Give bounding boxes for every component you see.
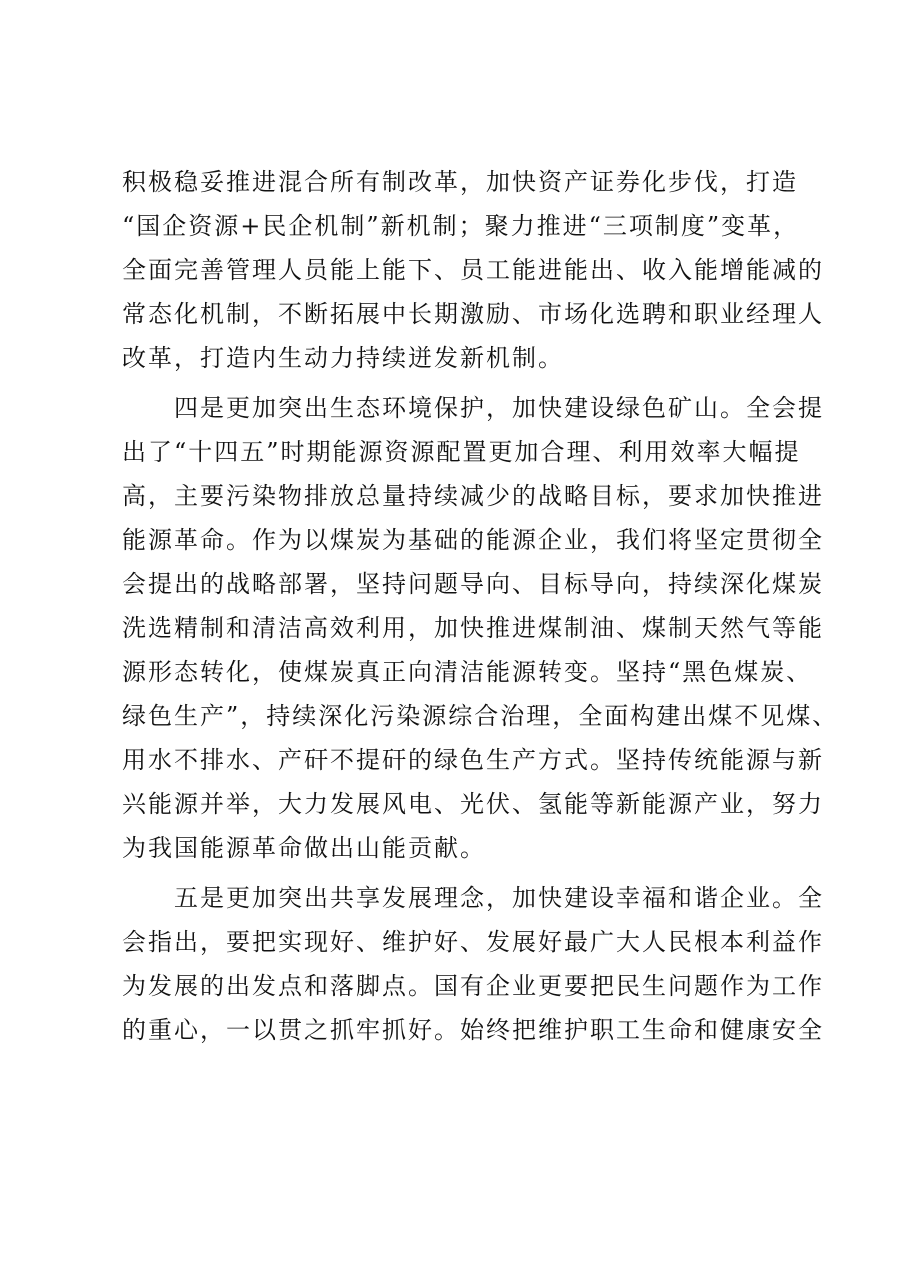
document-body [122,160,839,1052]
text-line: 出了“十四五”时期能源资源配置更加合理、利用效率大幅提 [122,438,801,466]
text-line: 常态化机制，不断拓展中长期激励、市场化选聘和职业经理人 [122,300,824,328]
paragraph-1 [122,160,824,380]
text-line: 积极稳妥推进混合所有制改革，加快资产证券化步伐，打造 [122,168,798,196]
text-line: 为我国能源革命做出山能贡献。 [122,834,486,862]
text-line: 为发展的出发点和落脚点。国有企业更要把民生问题作为工作 [122,972,824,1000]
text-line: 四是更加突出生态环境保护，加快建设绿色矿山。全会提 [174,394,824,422]
text-line: 五是更加突出共享发展理念，加快建设幸福和谐企业。全 [174,884,824,912]
text-line: 会提出的战略部署，坚持问题导向、目标导向，持续深化煤炭 [122,570,824,598]
text-line: 的重心，一以贯之抓牢抓好。始终把维护职工生命和健康安全 [122,1016,824,1044]
text-line: 兴能源并举，大力发展风电、光伏、氢能等新能源产业，努力 [122,790,824,818]
text-line: 绿色生产”，持续深化污染源综合治理，全面构建出煤不见煤、 [122,702,839,730]
text-line: 洗选精制和清洁高效利用，加快推进煤制油、煤制天然气等能 [122,614,824,642]
text-line: 改革，打造内生动力持续迸发新机制。 [122,344,564,372]
text-line: 全面完善管理人员能上能下、员工能进能出、收入能增能减的 [122,256,824,284]
text-line: “国企资源+民企机制”新机制；聚力推进“三项制度”变革， [122,212,800,240]
paragraph-2 [122,386,839,870]
text-line: 能源革命。作为以煤炭为基础的能源企业，我们将坚定贯彻全 [122,526,824,554]
text-line: 高，主要污染物排放总量持续减少的战略目标，要求加快推进 [122,482,824,510]
paragraph-3 [122,876,824,1052]
text-line: 源形态转化，使煤炭真正向清洁能源转变。坚持“黑色煤炭、 [122,658,813,686]
text-line: 会指出，要把实现好、维护好、发展好最广大人民根本利益作 [122,928,824,956]
text-line: 用水不排水、产矸不提矸的绿色生产方式。坚持传统能源与新 [122,746,824,774]
